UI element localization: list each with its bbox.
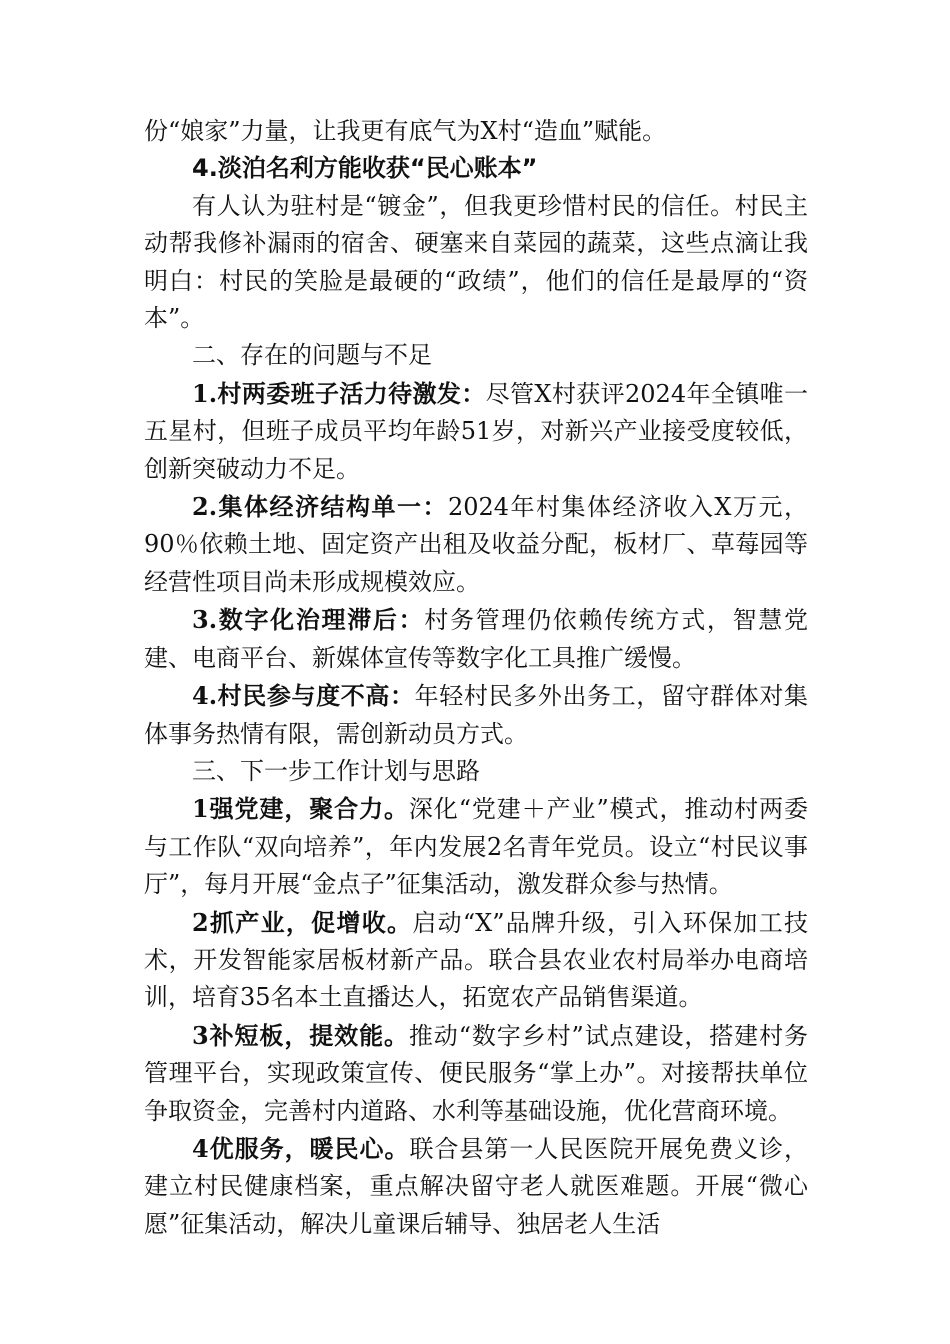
issue-text: 年轻村民多外出务工，留守群体对集体事务热情有限，需创新动员方式。 — [144, 682, 808, 748]
section-title-problems: 二、存在的问题与不足 — [192, 341, 432, 370]
issue-item-1 — [144, 375, 808, 488]
paragraph-continuation: 份“娘家”力量，让我更有底气为X村“造血”赋能。 — [144, 117, 667, 145]
issue-text: 2024年村集体经济收入X万元，90％依赖土地、固定资产出租及收益分配，板材厂、草莓园等经营性项目尚未形成规模效应。 — [144, 493, 808, 596]
issue-text: 村务管理仍依赖传统方式，智慧党建、电商平台、新媒体宣传等数字化工具推广缓慢。 — [144, 606, 808, 672]
plan-title: 4优服务，暖民心。 — [192, 1133, 410, 1163]
plan-text: 联合县第一人民医院开展免费义诊，建立村民健康档案，重点解决留守老人就医难题。开展“微心愿”征集活动，解决儿童课后辅导、独居老人生活 — [144, 1134, 808, 1238]
plan-title: 1强党建，聚合力。 — [192, 794, 409, 824]
subheading-4: 4.淡泊名利方能收获“民心账本” — [192, 154, 538, 183]
plan-item-2 — [144, 904, 808, 1017]
issue-item-3 — [144, 601, 808, 677]
plan-text: 启动“X”品牌升级，引入环保加工技术，开发智能家居板材新产品。联合县农业农村局举办电商培训，培育35名本土直播达人，拓宽农产品销售渠道。 — [144, 908, 808, 1012]
plan-item-3 — [144, 1017, 808, 1130]
document-body — [144, 113, 808, 1243]
paragraph-trust: 有人认为驻村是“镀金”，但我更珍惜村民的信任。村民主动帮我修补漏雨的宿舍、硬塞来自菜园的蔬菜，这些点滴让我明白：村民的笑脸是最硬的“政绩”，他们的信任是最厚的“资本”。 — [144, 191, 808, 333]
issue-item-2 — [144, 488, 808, 601]
plan-item-1 — [144, 790, 808, 903]
issue-title: 2.集体经济结构单一： — [192, 492, 448, 522]
issue-title: 3.数字化治理滞后： — [192, 605, 425, 635]
plan-title: 3补短板，提效能。 — [192, 1020, 409, 1050]
plan-item-4 — [144, 1130, 808, 1243]
issue-title: 1.村两委班子活力待激发： — [192, 378, 486, 408]
plan-text: 推动“数字乡村”试点建设，搭建村务管理平台，实现政策宣传、便民服务“掌上办”。对接帮扶单位争取资金，完善村内道路、水利等基础设施，优化营商环境。 — [144, 1021, 808, 1125]
issue-title: 4.村民参与度不高： — [192, 681, 415, 711]
section-title-plans: 三、下一步工作计划与思路 — [192, 756, 480, 785]
issue-item-4 — [144, 677, 808, 753]
plan-title: 2抓产业，促增收。 — [192, 907, 413, 937]
issue-text: 尽管X村获评2024年全镇唯一五星村，但班子成员平均年龄51岁，对新兴产业接受度较低，创新突破动力不足。 — [144, 379, 808, 483]
plan-text: 深化“党建＋产业”模式，推动村两委与工作队“双向培养”，年内发展2名青年党员。设立“村民议事厅”，每月开展“金点子”征集活动，激发群众参与热情。 — [144, 795, 808, 899]
